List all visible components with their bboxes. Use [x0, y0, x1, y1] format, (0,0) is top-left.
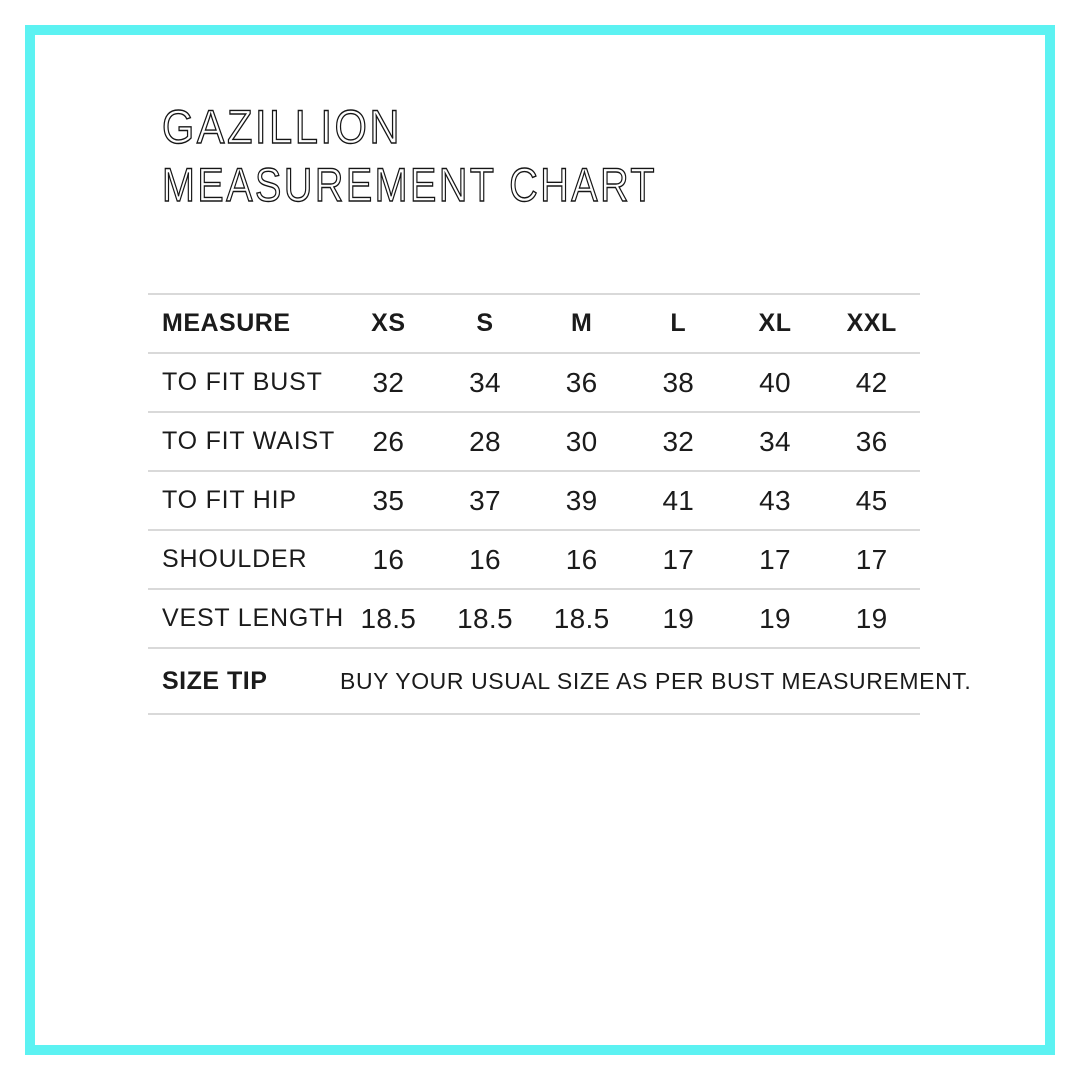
cell-value: 43 [759, 484, 791, 516]
cell-value: 28 [469, 425, 501, 457]
cell-value: 40 [759, 366, 791, 398]
table-row-size-tip [148, 647, 972, 715]
cell-value: 19 [662, 602, 695, 634]
cell-value: 34 [469, 366, 501, 398]
cell-value: 38 [662, 366, 695, 398]
row-label: SHOULDER [162, 545, 308, 573]
row-label: TO FIT HIP [162, 486, 297, 514]
cell-value: 45 [855, 484, 888, 516]
column-header-measure: MEASURE [162, 309, 291, 337]
column-header-m: M [570, 309, 593, 337]
cell-value: 17 [662, 543, 695, 575]
column-header-xl: XL [758, 309, 792, 337]
outline-title-graphic [160, 97, 760, 222]
cell-value: 18.5 [457, 602, 513, 634]
row-label: VEST LENGTH [162, 604, 344, 632]
table-row-waist [148, 411, 920, 470]
size-tip-text: BUY YOUR USUAL SIZE AS PER BUST MEASUREMENT. [340, 667, 972, 694]
cell-value: 41 [662, 484, 695, 516]
page-title [160, 97, 760, 227]
cell-value: 36 [565, 366, 598, 398]
column-header-s: S [476, 309, 494, 337]
cell-value: 17 [855, 543, 888, 575]
column-header-xs: XS [371, 309, 406, 337]
cell-value: 19 [855, 602, 888, 634]
cell-value: 18.5 [553, 602, 610, 634]
table-row-vest-length [148, 588, 920, 647]
cell-value: 39 [565, 484, 598, 516]
cell-value: 17 [759, 543, 791, 575]
cell-value: 16 [565, 543, 598, 575]
measurement-table [148, 293, 972, 715]
column-header-l: L [670, 309, 687, 337]
size-tip-label: SIZE TIP [162, 666, 268, 695]
cell-value: 16 [469, 543, 501, 575]
column-header-xxl: XXL [846, 309, 897, 337]
cell-value: 32 [662, 425, 695, 457]
cell-value: 18.5 [360, 602, 417, 634]
table-row-hip [148, 470, 920, 529]
table-row-shoulder [148, 529, 920, 588]
chart-subtitle: MEASUREMENT CHART [162, 158, 657, 211]
cell-value: 42 [855, 366, 888, 398]
cell-value: 30 [565, 425, 598, 457]
cell-value: 32 [372, 366, 405, 398]
cell-value: 26 [372, 425, 405, 457]
table-row-bust [148, 352, 920, 411]
cell-value: 36 [855, 425, 888, 457]
cell-value: 35 [372, 484, 405, 516]
cell-value: 37 [469, 484, 501, 516]
table-header-row [148, 293, 920, 352]
brand-title: GAZILLION [162, 100, 402, 153]
cell-value: 16 [372, 543, 405, 575]
cell-value: 19 [759, 602, 791, 634]
row-label: TO FIT WAIST [162, 427, 336, 455]
row-label: TO FIT BUST [162, 368, 323, 396]
cell-value: 34 [759, 425, 791, 457]
